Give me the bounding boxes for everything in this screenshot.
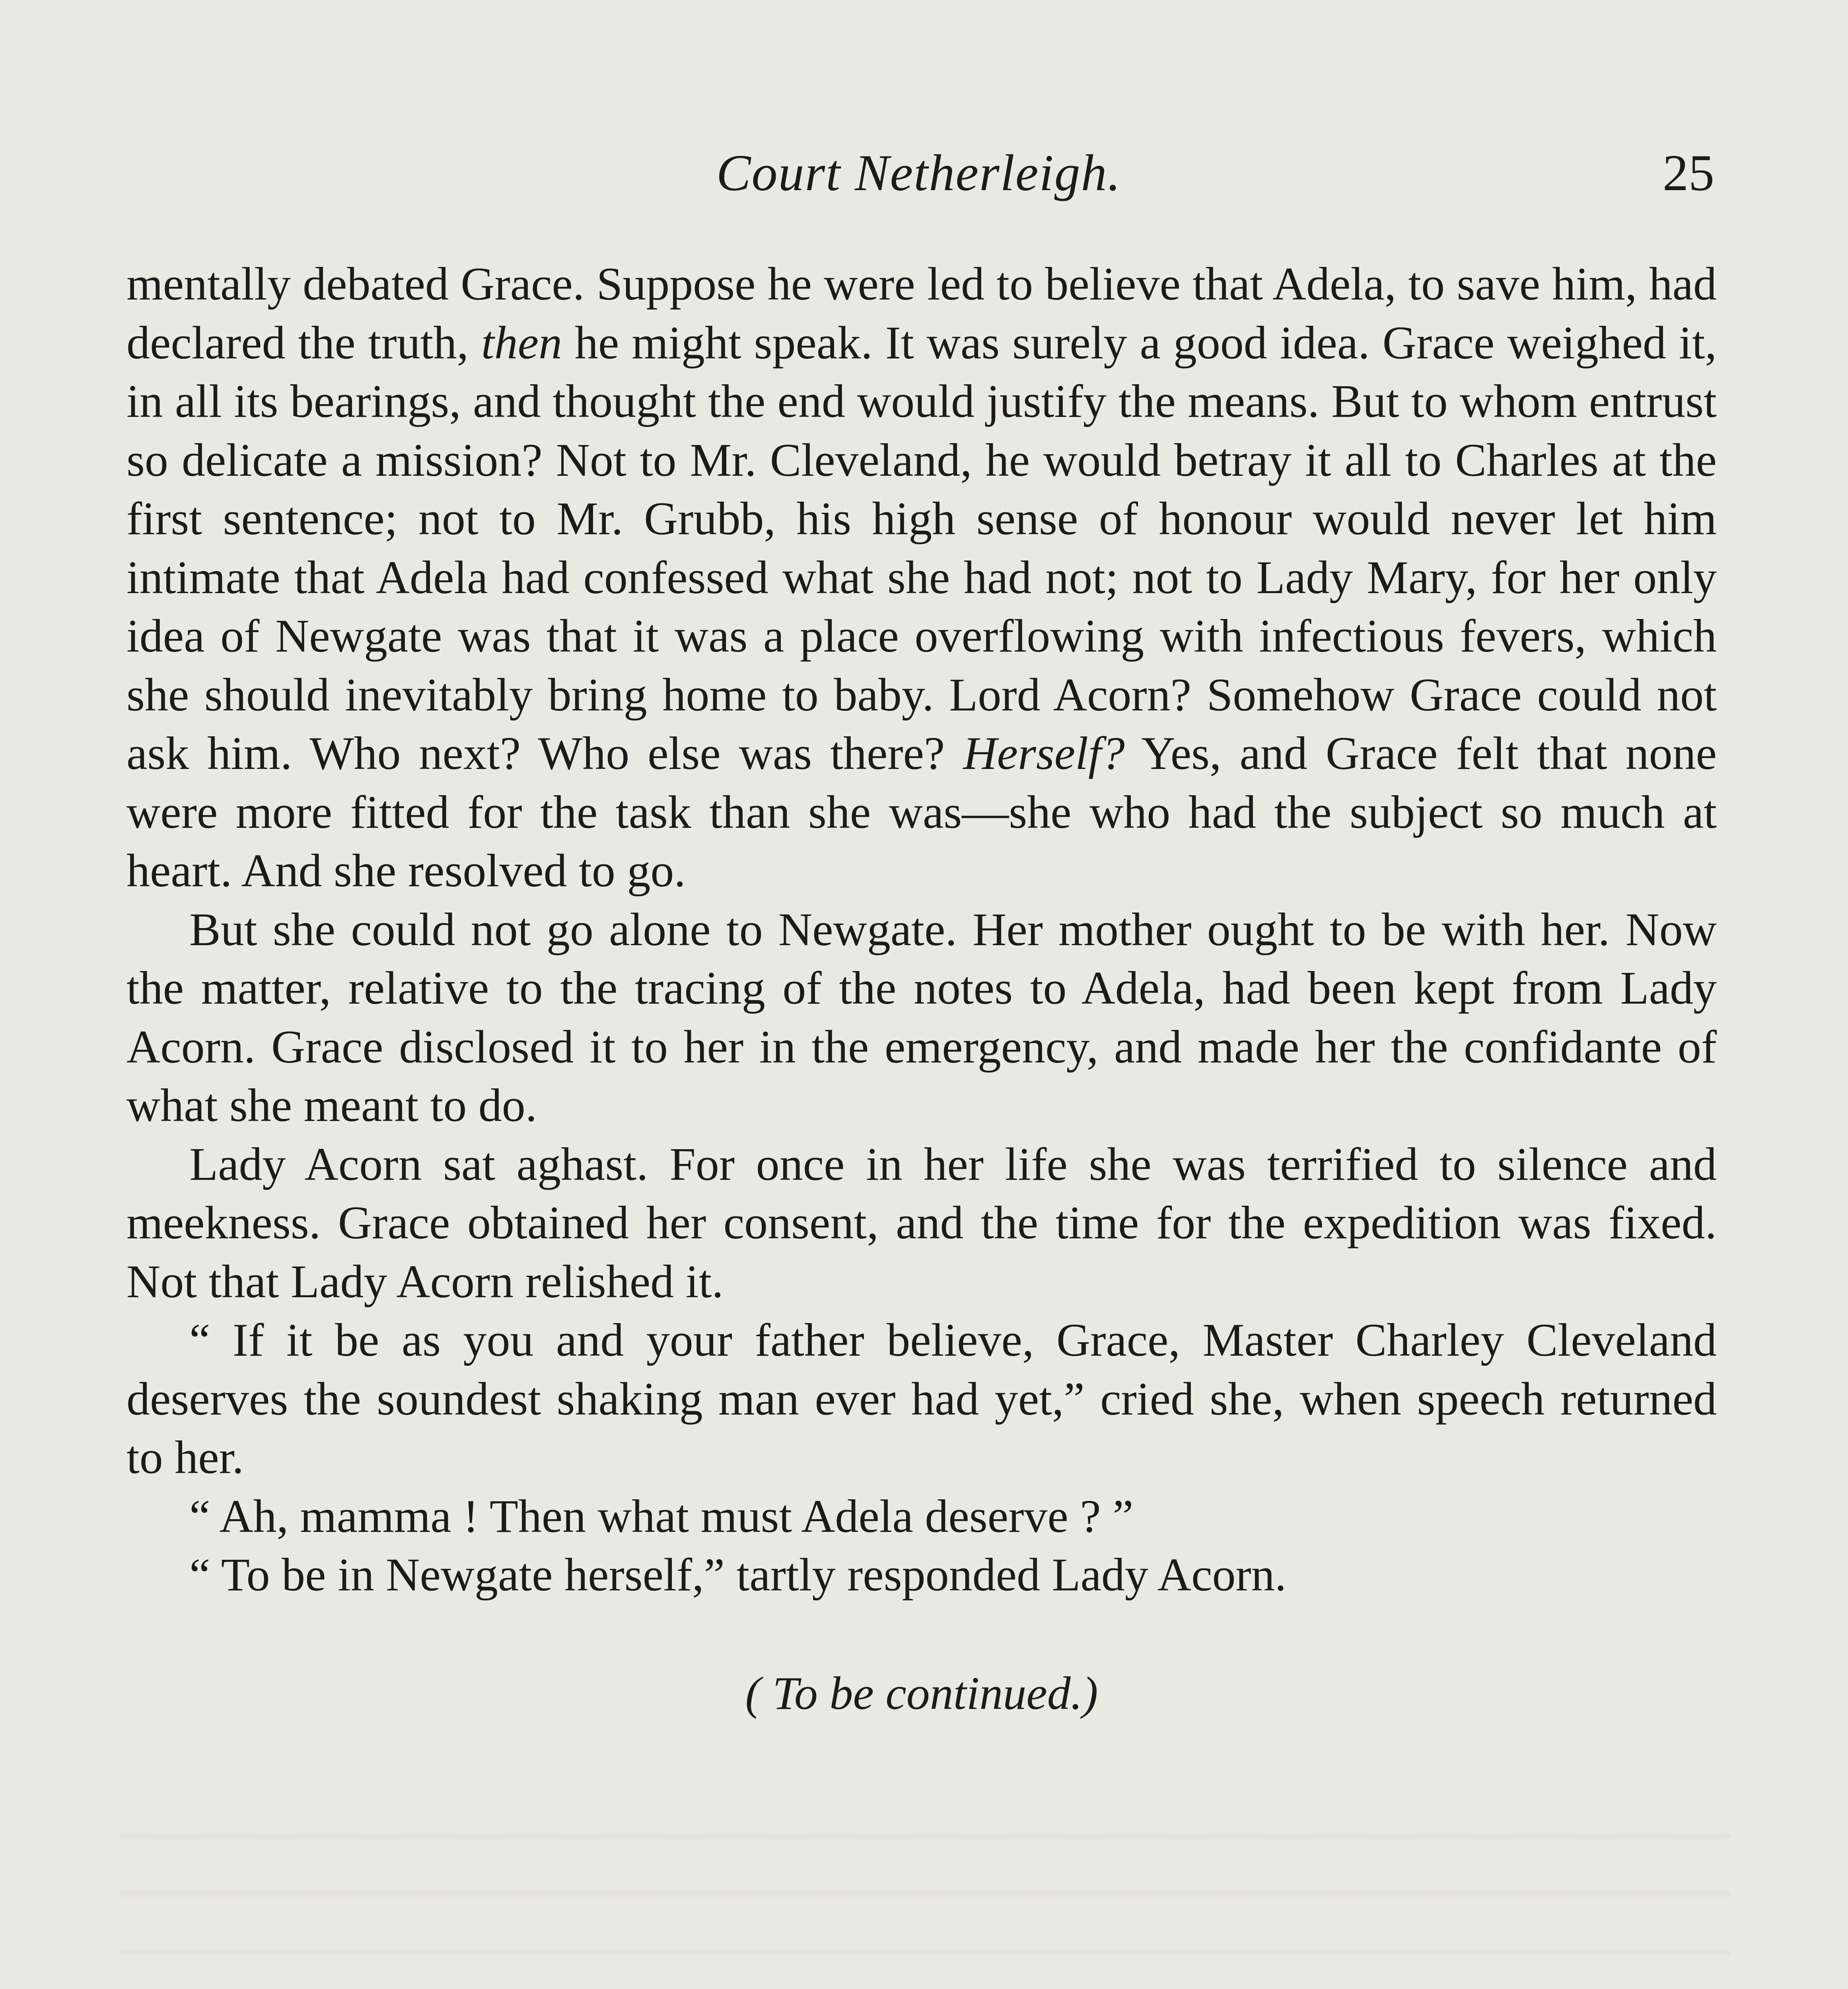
paragraph-5: “ Ah, mamma ! Then what must Adela deserve ? ” — [189, 1490, 1134, 1542]
paragraph-4: “ If it be as you and your father believe, Grace, Master Charley Cleveland deserves the soundest shaking man ever had yet,” cried she, when speech returned to her. — [126, 1314, 1717, 1483]
paragraph-2: But she could not go alone to Newgate. Her mother ought to be with her. Now the matter, relative to the tracing of the notes to Adela, had been kept from Lady Acorn. Grace disclosed it to her in the emergency, and made her the confidante of what she meant to do. — [126, 903, 1717, 1131]
paragraph-3: Lady Acorn sat aghast. For once in her life she was terrified to silence and meekness. Grace obtained her consent, and the time for the expedition was fixed. Not that Lady Acorn relished it. — [126, 1138, 1717, 1308]
emphasis-herself: Herself? — [963, 727, 1125, 779]
paragraph-1-text-a: mentally debated Grace. Suppose he were led to believe that Adela, to save him, had declared the truth, — [126, 258, 1717, 369]
body-text — [126, 255, 1717, 1722]
running-head: Court Netherleigh. — [716, 144, 1122, 202]
page-number: 25 — [1663, 144, 1714, 202]
emphasis-then: then — [481, 316, 562, 369]
paragraph-1 — [126, 255, 1717, 900]
to-be-continued-note: ( To be continued.) — [745, 1667, 1098, 1719]
paragraph-6: “ To be in Newgate herself,” tartly responded Lady Acorn. — [189, 1549, 1287, 1601]
paragraph-1-text-c: Yes, and Grace felt that none were more fitted for the task than she was—she who had the subject so much at heart. And she resolved to go. — [126, 727, 1717, 897]
show-through-texture — [119, 1790, 1730, 1989]
paragraph-1-text-b: he might speak. It was surely a good idea. Grace weighed it, in all its bearings, and thought the end would justify the means. But to whom entrust so delicate a mission? Not to Mr. Cleveland, he would betray it all to Charles at the first sentence; not to Mr. Grubb, his high sense of honour would never let him intimate that Adela had confessed what she had not; not to Lady Mary, for her only idea of Newgate was that it was a place overflowing with infectious fevers, which she should inevitably bring home to baby. Lord Acorn? Somehow Grace could not ask him. Who next? Who else was there? — [126, 316, 1717, 779]
page-header — [123, 143, 1714, 207]
